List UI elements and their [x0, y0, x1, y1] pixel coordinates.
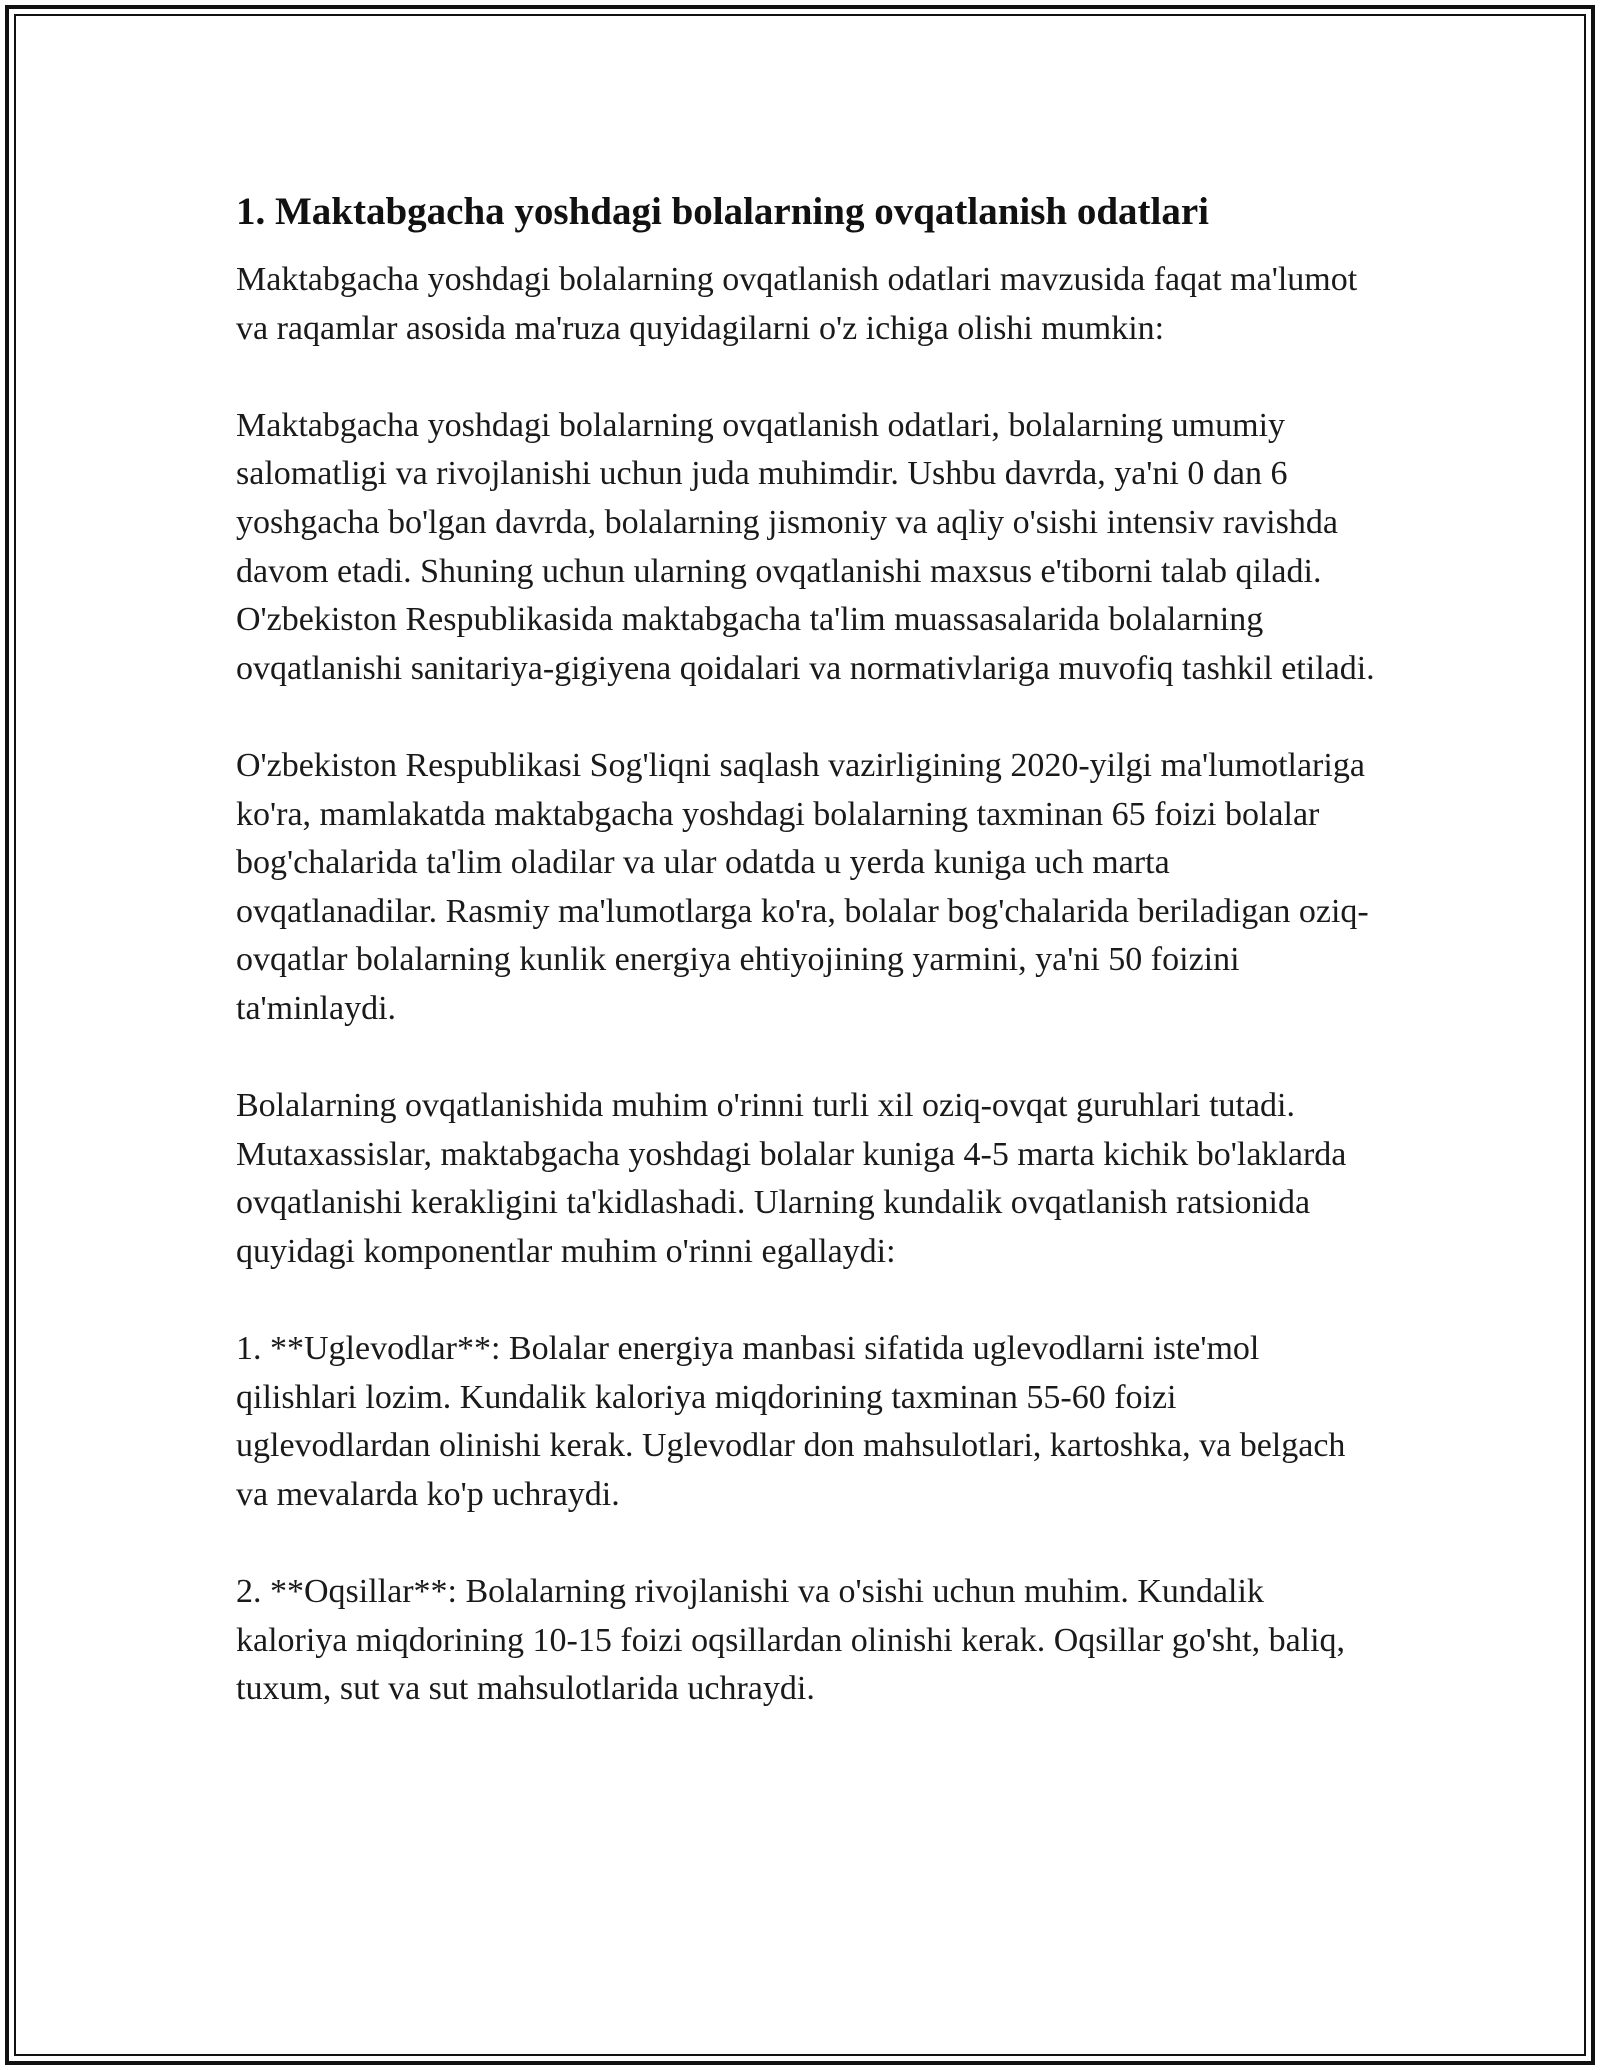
document-body — [236, 186, 1376, 1762]
list-item-proteins: 2. **Oqsillar**: Bolalarning rivojlanishi va o'sishi uchun muhim. Kundalik kaloriya miqdorining 10-15 foizi oqsillardan olinishi kerak. Oqsillar go'sht, baliq, tuxum, sut va sut mahsulotlarida uchraydi. — [236, 1573, 1346, 1708]
paragraph-intro: Maktabgacha yoshdagi bolalarning ovqatlanish odatlari mavzusida faqat ma'lumot va raqamlar asosida ma'ruza quyidagilarni o'z ichiga olishi mumkin: — [236, 261, 1358, 347]
paragraph-importance: Maktabgacha yoshdagi bolalarning ovqatlanish odatlari, bolalarning umumiy salomatligi va rivojlanishi uchun juda muhimdir. Ushbu davrda, ya'ni 0 dan 6 yoshgacha bo'lgan davrda, bolalarning jismoniy va aqliy o'sishi intensiv ravishda davom etadi. Shuning uchun ularning ovqatlanishi maxsus e'tiborni talab qiladi. O'zbekiston Respublikasida maktabgacha ta'lim muassasalarida bolalarning ovqatlanishi sanitariya-gigiyena qoidalari va normativlariga muvofiq tashkil etiladi. — [236, 406, 1375, 687]
paragraph-food-groups: Bolalarning ovqatlanishida muhim o'rinni turli xil oziq-ovqat guruhlari tutadi. Mutaxassislar, maktabgacha yoshdagi bolalar kuniga 4-5 marta kichik bo'laklarda ovqatlanishi kerakligini ta'kidlashadi. Ularning kundalik ovqatlanish ratsionida quyidagi komponentlar muhim o'rinni egallaydi: — [236, 1087, 1347, 1270]
document-title: 1. Maktabgacha yoshdagi bolalarning ovqatlanish odatlari — [236, 190, 1210, 233]
list-item-carbohydrates: 1. **Uglevodlar**: Bolalar energiya manbasi sifatida uglevodlarni iste'mol qilishlari lozim. Kundalik kaloriya miqdorining taxminan 55-60 foizi uglevodlardan olinishi kerak. Uglevodlar don mahsulotlari, kartoshka, va belgach va mevalarda ko'p uchraydi. — [236, 1330, 1346, 1513]
paragraph-statistics: O'zbekiston Respublikasi Sog'liqni saqlash vazirligining 2020-yilgi ma'lumotlariga ko'ra, mamlakatda maktabgacha yoshdagi bolalarning taxminan 65 foizi bolalar bog'chalarida ta'lim oladilar va ular odatda u yerda kuniga uch marta ovqatlanadilar. Rasmiy ma'lumotlarga ko'ra, bolalar bog'chalarida beriladigan oziq-ovqatlar bolalarning kunlik energiya ehtiyojining yarmini, ya'ni 50 foizini ta'minlaydi. — [236, 746, 1369, 1027]
